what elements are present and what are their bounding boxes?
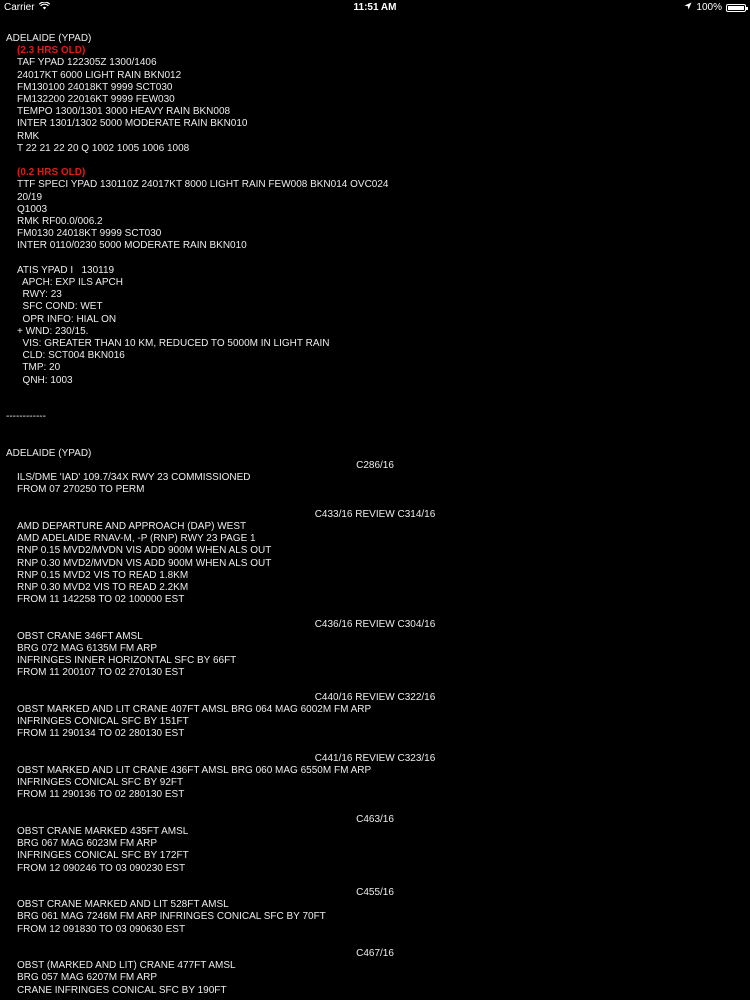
notam-line: RNP 0.30 MVD2 VIS TO READ 2.2KM (17, 582, 189, 594)
metar-line: 20/19 (17, 191, 43, 203)
notam-line: OBST CRANE MARKED 435FT AMSL (17, 826, 189, 838)
weather-header: ADELAIDE (YPAD) (6, 33, 92, 44)
status-bar (0, 0, 750, 16)
notam-line: RNP 0.15 MVD2/MVDN VIS ADD 900M WHEN ALS OUT (17, 545, 272, 557)
notam-item (6, 497, 744, 607)
battery-percent: 100% (696, 2, 722, 13)
notam-id: C440/16 REVIEW C322/16 (314, 691, 436, 703)
taf-line: TEMPO 1300/1301 3000 HEAVY RAIN BKN008 (17, 106, 231, 118)
notam-line: INFRINGES CONICAL SFC BY 151FT (17, 716, 189, 728)
notam-line: INFRINGES INNER HORIZONTAL SFC BY 66FT (17, 655, 237, 667)
notam-line: BRG 067 MAG 6023M FM ARP (17, 838, 158, 850)
taf-line: INTER 1301/1302 5000 MODERATE RAIN BKN010 (17, 118, 248, 130)
notam-line: OBST CRANE 346FT AMSL (17, 630, 143, 642)
notam-line: OBST MARKED AND LIT CRANE 436FT AMSL BRG 060 MAG 6550M FM ARP (17, 765, 372, 777)
atis-line: VIS: GREATER THAN 10 KM, REDUCED TO 5000M IN LIGHT RAIN (17, 338, 330, 350)
notam-line: INFRINGES CONICAL SFC BY 92FT (17, 777, 184, 789)
notam-line: INFRINGES CONICAL SFC BY 172FT (17, 850, 189, 862)
notam-item (6, 741, 744, 802)
carrier-label: Carrier (4, 2, 35, 13)
battery-icon (726, 4, 746, 12)
metar-line: FM0130 24018KT 9999 SCT030 (17, 228, 162, 240)
taf-line: 24017KT 6000 LIGHT RAIN BKN012 (17, 69, 182, 81)
atis-line: SFC COND: WET (17, 301, 103, 313)
notam-line: OBST MARKED AND LIT CRANE 407FT AMSL BRG 064 MAG 6002M FM ARP (17, 704, 372, 716)
taf-line: FM132200 22016KT 9999 FEW030 (17, 94, 175, 106)
metar-line: RMK RF00.0/006.2 (17, 216, 103, 228)
notam-line: OBST CRANE MARKED AND LIT 528FT AMSL (17, 899, 229, 911)
notam-line: RNP 0.15 MVD2 VIS TO READ 1.8KM (17, 569, 189, 581)
atis-line: APCH: EXP ILS APCH (17, 277, 123, 289)
metar-block (6, 179, 744, 252)
metar-line: TTF SPECI YPAD 130110Z 24017KT 8000 LIGHT RAIN FEW008 BKN014 OVC024 (17, 179, 389, 191)
taf-line: FM130100 24018KT 9999 SCT030 (17, 81, 173, 93)
atis-line: RWY: 23 (17, 289, 62, 301)
status-bar-right (684, 0, 746, 16)
notam-item (6, 606, 744, 679)
status-time: 11:51 AM (353, 2, 397, 13)
notam-line: FROM 12 091830 TO 03 090630 EST (17, 923, 186, 935)
notam-line: AMD ADELAIDE RNAV-M, -P (RNP) RWY 23 PAGE 1 (17, 533, 256, 545)
taf-line: RMK (17, 130, 40, 142)
taf-line: T 22 21 22 20 Q 1002 1005 1006 1008 (17, 142, 190, 154)
atis-line: + WND: 230/15. (17, 325, 89, 337)
notam-line: OBST (MARKED AND LIT) CRANE 477FT AMSL (17, 960, 236, 972)
notam-id: C286/16 (356, 460, 394, 472)
metar-line: INTER 0110/0230 5000 MODERATE RAIN BKN010 (17, 240, 247, 252)
notam-id: C455/16 (356, 887, 394, 899)
notam-id: C433/16 REVIEW C314/16 (314, 508, 436, 520)
notam-line: BRG 072 MAG 6135M FM ARP (17, 643, 158, 655)
notam-line: BRG 057 MAG 6207M FM ARP (17, 972, 158, 984)
atis-title: ATIS YPAD I 130119 (17, 264, 115, 276)
notam-line: FROM 11 142258 TO 02 100000 EST (17, 594, 185, 606)
notam-line: ILS/DME 'IAD' 109.7/34X RWY 23 COMMISSIONED (17, 472, 251, 484)
notam-line: FROM 07 270250 TO PERM (17, 484, 145, 496)
notam-id: C436/16 REVIEW C304/16 (314, 618, 436, 630)
taf-age-badge: (2.3 HRS OLD) (17, 45, 86, 57)
section-separator: ------------ (6, 411, 46, 423)
notam-item (6, 460, 744, 497)
notam-id: C441/16 REVIEW C323/16 (314, 752, 436, 764)
taf-block (6, 57, 744, 155)
notam-item (6, 680, 744, 741)
notam-id: C463/16 (356, 813, 394, 825)
notam-line: AMD DEPARTURE AND APPROACH (DAP) WEST (17, 521, 247, 533)
location-arrow-icon (684, 0, 692, 16)
briefing-content (6, 33, 744, 997)
notam-line: RNP 0.30 MVD2/MVDN VIS ADD 900M WHEN ALS OUT (17, 557, 272, 569)
metar-age-badge: (0.2 HRS OLD) (17, 167, 86, 179)
atis-line: TMP: 20 (17, 362, 61, 374)
notam-line: FROM 12 090246 TO 03 090230 EST (17, 862, 186, 874)
notam-header: ADELAIDE (YPAD) (6, 447, 92, 459)
metar-line: Q1003 (17, 203, 48, 215)
notam-line: FROM 11 200107 TO 02 270130 EST (17, 667, 185, 679)
notam-list (6, 460, 744, 997)
atis-line: OPR INFO: HIAL ON (17, 313, 117, 325)
notam-item (6, 936, 744, 997)
notam-line: CRANE INFRINGES CONICAL SFC BY 190FT (17, 984, 227, 996)
atis-line: QNH: 1003 (17, 374, 73, 386)
taf-line: TAF YPAD 122305Z 1300/1406 (17, 57, 157, 69)
notam-id: C467/16 (356, 948, 394, 960)
notam-line: FROM 11 290134 TO 02 280130 EST (17, 728, 185, 740)
notam-line: BRG 061 MAG 7246M FM ARP INFRINGES CONICAL SFC BY 70FT (17, 911, 326, 923)
atis-block (6, 277, 744, 387)
battery-fill (728, 6, 744, 10)
notam-item (6, 875, 744, 936)
notam-item (6, 802, 744, 875)
notam-line: FROM 11 290136 TO 02 280130 EST (17, 789, 185, 801)
atis-line: CLD: SCT004 BKN016 (17, 350, 125, 362)
